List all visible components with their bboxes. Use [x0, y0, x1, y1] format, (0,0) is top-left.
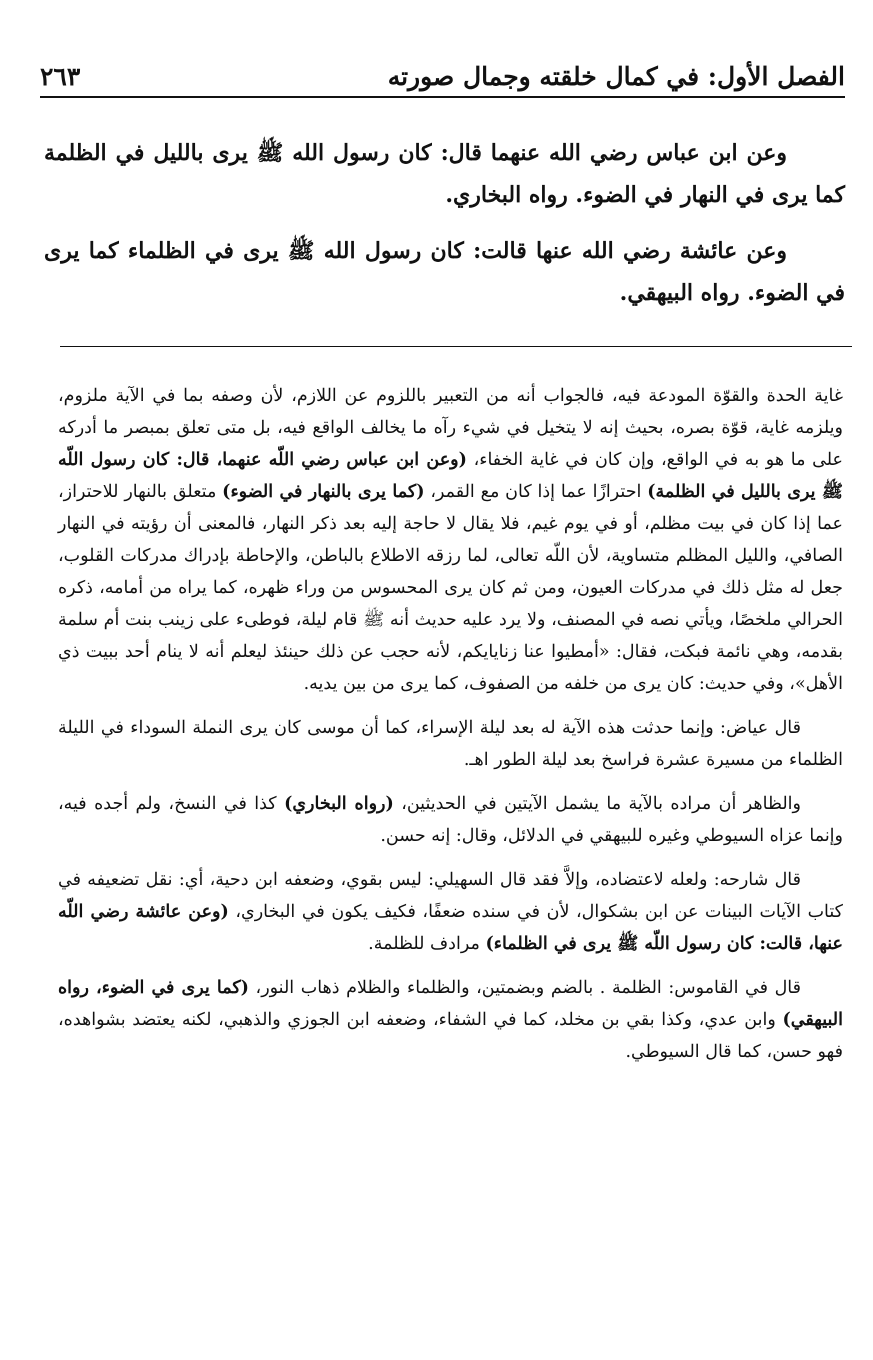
hadith-paragraph-2: وعن عائشة رضي الله عنها قالت: كان رسول الله ﷺ يرى في الظلماء كما يرى في الضوء. رواه البيهقي. [44, 238, 845, 306]
footnote-separator [60, 346, 852, 347]
hadith-paragraph-1: وعن ابن عباس رضي الله عنهما قال: كان رسول الله ﷺ يرى بالليل في الظلمة كما يرى في النهار في الضوء. رواه البخاري. [44, 140, 845, 208]
commentary-text-run: كذا في النسخ، ولم أجده فيه، وإنما عزاه السيوطي وغيره للبيهقي في الدلائل، وقال: إنه حسن. [58, 794, 843, 846]
commentary-text-run: مرادف للظلمة. [368, 934, 486, 954]
chapter-title: الفصل الأول: في كمال خلقته وجمال صورته [387, 62, 845, 91]
quoted-hadith-text: (كما يرى في الضوء، رواه البيهقي) [58, 978, 843, 1030]
commentary-paragraph-1 [58, 380, 843, 700]
hadith-text [44, 132, 845, 328]
commentary-paragraph-2: قال عياض: وإنما حدثت هذه الآية له بعد ليلة الإسراء، كما أن موسى كان يرى النملة السوداء في الليلة الظلماء من مسيرة عشرة فراسخ بعد ليلة الطور اهـ. [58, 718, 843, 770]
quoted-hadith-text: (رواه البخاري) [284, 794, 394, 814]
running-header [40, 52, 845, 98]
commentary-paragraph-5 [58, 972, 843, 1068]
commentary-paragraph-3 [58, 788, 843, 852]
commentary-text-run: متعلق بالنهار للاحتراز، عما إذا كان في بيت مظلم، أو في يوم غيم، فلا يقال لا حاجة إليه بعد ذكر النهار، فالمعنى أن رؤيته في النهار الصافي، والليل المظلم متساوية، لأن اللّه تعالى، لما رزقه الاطلاع بالباطن، والإحاطة بإدراك مدركات القلوب، جعل له مثل ذلك في مدركات العيون، ومن ثم كان يرى المحسوس من وراء ظهره، كما يراه من أمامه، ذكره الحرالي ملخصًا، ويأتي نصه في المصنف، ولا يرد عليه حديث أنه ﷺ قام ليلة، فوطىء على زينب بنت أم سلمة بقدمه، وهي نائمة فبكت، فقال: «أمطيوا عنا زنايايكم، لأنه حجب عن ذلك حينئذ ليعلم أنه لا ينام أحد ببيت ذي الأهل»، وفي حديث: كان يرى من خلفه من الصفوف، كما يرى من بين يديه. [58, 482, 843, 694]
commentary-text-run: وابن عدي، وكذا بقي بن مخلد، كما في الشفاء، وضعفه ابن الجوزي والذهبي، لكنه يعتضد بشواهده، فهو حسن، كما قال السيوطي. [58, 1010, 843, 1062]
quoted-hadith-text: (وعن عائشة رضي اللّه عنها، قالت: كان رسول اللّه ﷺ يرى في الظلماء) [58, 902, 843, 954]
commentary-text-run: قال شارحه: ولعله لاعتضاده، وإلاَّ فقد قال السهيلي: ليس بقوي، وضعفه ابن دحية، أي: نقل تضعيفه في كتاب الآيات البينات عن ابن بشكوال، لأن في سنده ضعفًا، فكيف يكون في البخاري، [58, 870, 843, 922]
commentary-paragraph-4 [58, 864, 843, 960]
commentary-text-run: غاية الحدة والقوّة المودعة فيه، فالجواب أنه من التعبير باللزوم عن اللازم، لأن وصفه بما في الآية ملزوم، ويلزمه غاية، قوّة بصره، بحيث إنه لا يتخيل في شيء رآه ما يخالف الواقع فيه، بل متى تعلق بمبصر ما أدركه على ما هو به في الواقع، وإن كان في غاية الخفاء، [58, 386, 843, 470]
commentary-text-run: قال في القاموس: الظلمة . بالضم وبضمتين، والظلماء والظلام ذهاب النور، [248, 978, 801, 998]
page-number: ٢٦٣ [40, 62, 81, 91]
commentary-text-run: والظاهر أن مراده بالآية ما يشمل الآيتين في الحديثين، [393, 794, 801, 814]
commentary-text [58, 380, 843, 1080]
quoted-hadith-text: (كما يرى بالنهار في الضوء) [222, 482, 425, 502]
quoted-hadith-text: (وعن ابن عباس رضي اللّه عنهما، قال: كان رسول اللّه ﷺ يرى بالليل في الظلمة) [58, 450, 844, 502]
commentary-text-run: احترازًا عما إذا كان مع القمر، [424, 482, 648, 502]
